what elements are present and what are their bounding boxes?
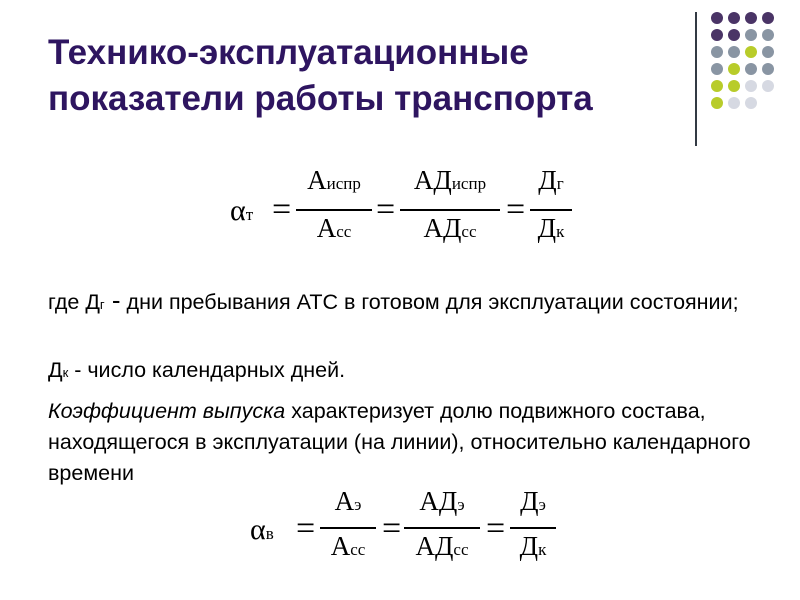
decor-dot [711, 12, 723, 24]
formula-t-eq-3: = [506, 191, 526, 228]
formula-v-f1-den: Асс [330, 531, 366, 561]
definition-dg: где Дг - дни пребывания АТС в готовом для эксплуатации состоянии; [48, 285, 739, 315]
decor-dot [762, 12, 774, 24]
decor-dot [745, 29, 757, 41]
decor-dot [711, 97, 723, 109]
decor-dot [762, 46, 774, 58]
formula-v-f3-num: Дэ [520, 486, 546, 516]
decor-dot [745, 63, 757, 75]
title-line-1: Технико-эксплуатационные [48, 33, 529, 72]
formula-t-eq-2: = [376, 191, 396, 228]
decor-dot [762, 80, 774, 92]
formula-v-f2-bar [404, 527, 480, 529]
decor-dot [745, 46, 757, 58]
formula-v-eq-2: = [382, 510, 402, 547]
formula-v-eq-3: = [486, 510, 506, 547]
formula-v-lhs-sub: в [265, 524, 274, 543]
decor-dot [728, 63, 740, 75]
decor-dot [711, 29, 723, 41]
slide-title [48, 30, 688, 122]
decor-dot [711, 80, 723, 92]
formula-t-f3-den: Дк [537, 213, 565, 243]
formula-v-f1-num: Аэ [334, 486, 362, 516]
decor-dot [762, 29, 774, 41]
decor-dot [728, 97, 740, 109]
decor-dot [762, 63, 774, 75]
formula-t-f2-bar [400, 209, 500, 211]
formula-v-eq-1: = [296, 510, 316, 547]
formula-t-f3-num: Дг [538, 165, 564, 195]
release-coefficient-description: Коэффициент выпуска характеризует долю подвижного состава, находящегося в эксплуатации (на линии), относительно календарного времени [48, 399, 751, 485]
decor-dot [728, 46, 740, 58]
formula-v-f3-den: Дк [519, 531, 547, 561]
decor-dot [711, 63, 723, 75]
decor-dot [728, 29, 740, 41]
formula-t-f1-bar [296, 209, 372, 211]
formula-v-f2-num: АДэ [419, 486, 465, 516]
formula-v-f1-bar [320, 527, 376, 529]
formula-t-lhs-sub: т [245, 205, 254, 224]
formula-t-f1-den: Асс [316, 213, 352, 243]
decor-dot [728, 80, 740, 92]
decor-dot [745, 12, 757, 24]
formula-t-f1-num: Аиспр [307, 165, 361, 195]
formula-t-eq-1: = [272, 191, 292, 228]
formula-t-f2-num: АДиспр [413, 165, 487, 195]
title-divider [695, 12, 697, 146]
formula-t-lhs: αт [230, 194, 254, 227]
decor-dot [728, 12, 740, 24]
formula-t-f2-den: АДсс [423, 213, 477, 243]
formula-t-f3-bar [530, 209, 572, 211]
decor-dot [711, 46, 723, 58]
formula-v-f2-den: АДсс [415, 531, 469, 561]
decor-dot [745, 80, 757, 92]
definition-dk: Дк - число календарных дней. [48, 358, 346, 382]
title-line-2: показатели работы транспорта [48, 79, 593, 118]
decor-dot [745, 97, 757, 109]
formula-v-f3-bar [510, 527, 556, 529]
formula-v-lhs: αв [250, 513, 274, 546]
